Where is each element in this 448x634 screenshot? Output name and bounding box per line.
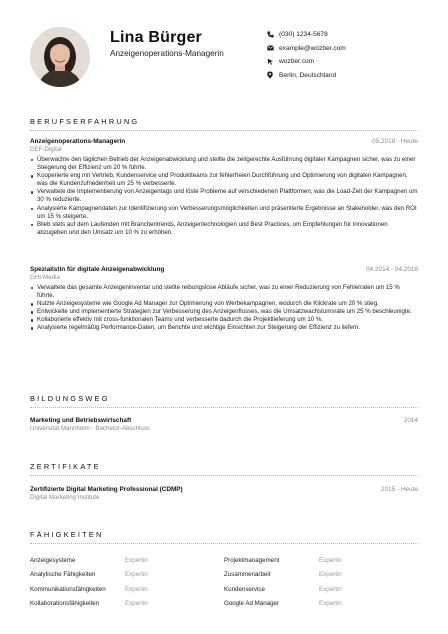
avatar <box>30 27 90 87</box>
contact-email <box>267 42 437 56</box>
achievement-item: Kollaborierte effektiv mit cross-funktionalen Teams und verbesserte dadurch die Projektlieferung um 10 %. <box>30 316 418 324</box>
skills-table <box>30 553 418 611</box>
skill-row <box>30 582 418 597</box>
employer: DEF-Digital <box>30 146 62 153</box>
mail-icon <box>267 45 279 51</box>
skill-level: Expertin <box>319 571 342 579</box>
skill-name: Kollaborationsfähigkeiten <box>30 600 100 608</box>
skill-level: Expertin <box>319 585 342 593</box>
institution: Universität Mannheim - Bachelor-Abschluss <box>30 425 151 432</box>
achievement-item: Überwachte den täglichen Betrieb der Anzeigenabwicklung und stellte die zeitgerechte Ausführung digitaler Kampagnen sicher, was zu einer Steigerung der Effizienz um 20 % führte. <box>30 156 418 172</box>
certificates-heading: ZERTIFIKATE <box>30 462 101 471</box>
skill-level: Expertin <box>319 600 342 608</box>
contact-location-text: Berlin, Deutschland <box>279 71 337 79</box>
job-title: Anzeigenoperations-Managerin <box>30 138 126 145</box>
skill-name: Google Ad Manager <box>224 600 280 608</box>
location-icon <box>267 71 279 79</box>
profile-photo <box>30 27 90 87</box>
contact-website-text[interactable]: wozber.com <box>279 58 315 66</box>
skill-name: Kommunikationsfähigkeiten <box>30 585 106 593</box>
contact-website <box>267 55 437 69</box>
skill-level: Expertin <box>125 600 148 608</box>
phone-icon <box>267 31 279 38</box>
experience-entry <box>30 138 418 237</box>
certificate-date: 2015 - Heute <box>381 486 418 493</box>
skill-name: Anzeigesysteme <box>30 556 76 564</box>
skill-level: Expertin <box>125 585 148 593</box>
achievement-item: Kooperierte eng mit Vertrieb, Kundenservice und Produktteams zur fehlerfreien Durchführung und Optimierung von digitalen Kampagnen, was die Kundenzufriedenheit um 25 % verbesserte. <box>30 172 418 188</box>
achievement-item: Verwaltete die Implementierung von Anzeigentags und löste Probleme auf verschiedenen Plattformen, was die Load-Zeit der Kampagnen um 30 % reduzierte. <box>30 188 418 204</box>
link-icon <box>267 58 279 65</box>
education-entry <box>30 417 418 432</box>
contact-phone <box>267 28 437 42</box>
certificate-issuer: Digital Marketing Institute <box>30 494 100 501</box>
experience-heading: BERUFSERFAHRUNG <box>30 117 140 126</box>
education-heading: BILDUNGSWEG <box>30 394 110 403</box>
job-date: 05.2018 - Heute <box>372 138 418 145</box>
skill-level: Expertin <box>125 571 148 579</box>
job-date: 04.2014 - 04.2018 <box>366 266 418 273</box>
achievement-item: Analysierte Kampagnendaten zur Identifizierung von Verbesserungsmöglichkeiten und präsentierte Ergebnisse an Stakeholder, was den ROI um 15 % steigerte. <box>30 205 418 221</box>
experience-divider <box>30 130 418 131</box>
achievement-item: Entwickelte und implementierte Strategien zur Verbesserung des Anzeigenflusses, was die Umsatzwachstumsrate um 25 % beschleunigte. <box>30 308 418 316</box>
skill-name: Zusammenarbeit <box>224 571 271 579</box>
skill-row <box>30 597 418 612</box>
skill-name: Projektmanagement <box>224 556 280 564</box>
achievement-item: Analysierte regelmäßig Performance-Daten, um Berichte und wichtige Einsichten zur Steigerung der Effizienz zu liefern. <box>30 324 418 332</box>
employer: GHI-Media <box>30 274 60 281</box>
skill-name: Analytische Fähigkeiten <box>30 571 96 579</box>
certificates-divider <box>30 475 418 476</box>
contact-location <box>267 69 437 83</box>
achievement-item: Blieb stets auf dem Laufenden mit Branchentrends, Anzeigentechnologien und Best Practices, um Empfehlungen für Innovationen abzugeben und den Umsatz um 10 % zu erhöhen. <box>30 221 418 237</box>
certificate-entry <box>30 486 418 501</box>
achievement-item: Verwaltete das gesamte Anzeigeninventar und stellte reibungslose Abläufe sicher, was zu einer Reduzierung von Fehlerraten um 15 % führte. <box>30 284 418 300</box>
skill-name: Kundenservice <box>224 585 265 593</box>
job-title: Spezialistin für digitale Anzeigenabwicklung <box>30 266 165 273</box>
contact-list <box>267 28 437 82</box>
achievement-list <box>30 156 418 237</box>
contact-phone-text[interactable]: (030) 1234-5678 <box>279 31 328 39</box>
degree-date: 2014 <box>403 417 418 424</box>
skill-row <box>30 568 418 583</box>
candidate-name: Lina Bürger <box>110 29 202 46</box>
skill-row <box>30 553 418 568</box>
certificate-title: Zertifizierte Digital Marketing Professional (CDMP) <box>30 486 183 493</box>
education-divider <box>30 407 418 408</box>
skill-level: Expertin <box>319 556 342 564</box>
achievement-item: Nutzte Anzeigesysteme wie Google Ad Manager zur Optimierung von Werbekampagnen, wodurch die Klickrate um 20 % stieg. <box>30 300 418 308</box>
skill-level: Expertin <box>125 556 148 564</box>
skills-divider <box>30 543 418 544</box>
candidate-title: Anzeigenoperations-Managerin <box>110 49 224 58</box>
experience-entry <box>30 266 418 333</box>
degree-title: Marketing und Betriebswirtschaft <box>30 417 132 424</box>
resume-header <box>0 0 448 100</box>
skills-heading: FÄHIGKEITEN <box>30 530 104 539</box>
contact-email-text[interactable]: example@wozber.com <box>279 44 346 52</box>
achievement-list <box>30 284 418 333</box>
